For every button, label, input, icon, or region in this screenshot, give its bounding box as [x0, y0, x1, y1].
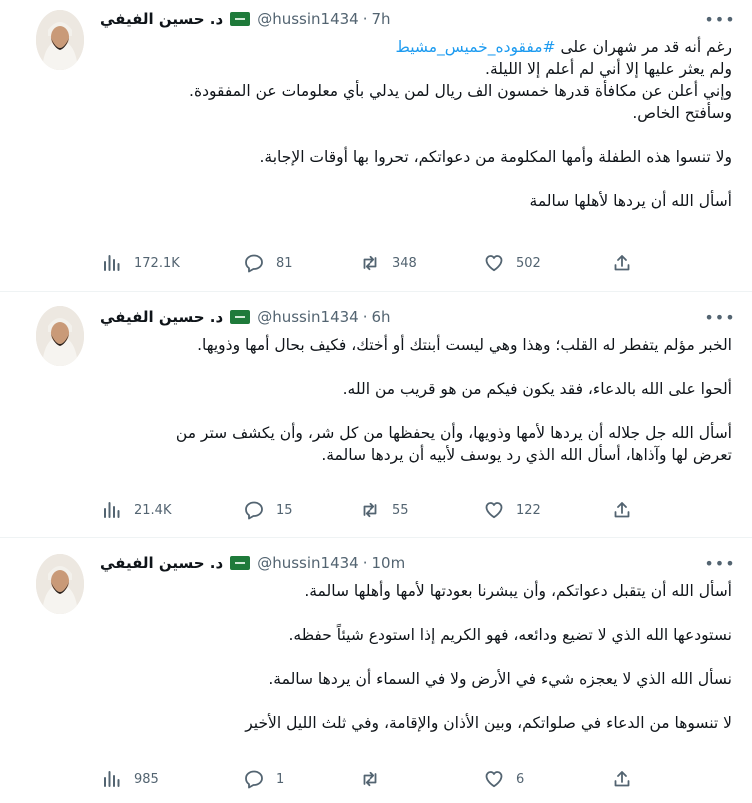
author-handle[interactable]: @hussin1434 — [257, 554, 359, 572]
views-icon — [102, 500, 122, 520]
share-icon — [612, 500, 632, 520]
tweet-header — [100, 306, 391, 328]
views-icon — [102, 769, 122, 789]
tweet-line: ولا تنسوا هذه الطفلة وأمها المكلومة من دعواتكم، تحروا بها أوقات الإجابة. — [259, 148, 732, 166]
like-count: 122 — [516, 502, 541, 518]
more-icon[interactable]: ••• — [704, 553, 736, 573]
author-name[interactable]: د. حسين الفيفي — [100, 10, 224, 28]
retweet-button[interactable] — [360, 767, 392, 791]
retweet-count: 348 — [392, 255, 417, 271]
retweet-icon — [360, 253, 380, 273]
tweet-line: ألحوا على الله بالدعاء، فقد يكون فيكم من هو قريب من الله. — [342, 380, 732, 398]
line-gap — [100, 690, 732, 712]
like-button[interactable] — [484, 767, 524, 791]
tweet-actions — [100, 767, 640, 791]
share-button[interactable] — [612, 251, 632, 275]
tweet-text — [100, 580, 732, 734]
tweet-line: لا تنسوها من الدعاء في صلواتكم، وبين الأذان والإقامة، وفي ثلث الليل الأخير — [245, 714, 732, 732]
avatar[interactable] — [36, 306, 84, 366]
like-count: 502 — [516, 255, 541, 271]
views-count: 985 — [134, 771, 159, 787]
like-icon — [484, 500, 504, 520]
avatar-image — [36, 10, 84, 70]
tweet-line: أسأل الله أن يتقبل دعواتكم، وأن يبشرنا بعودتها لأمها وأهلها سالمة. — [304, 582, 732, 600]
tweet[interactable] — [0, 538, 752, 803]
separator-dot: · — [362, 554, 368, 572]
views-button[interactable] — [102, 251, 180, 275]
saudi-flag-icon — [230, 556, 250, 570]
retweet-button[interactable] — [360, 251, 417, 275]
tweet-line: الخبر مؤلم يتفطر له القلب؛ وهذا وهي ليست أبنتك أو أختك، فكيف بحال أمها وذويها. — [197, 336, 732, 354]
like-count: 6 — [516, 771, 525, 787]
views-count: 172.1K — [134, 255, 180, 271]
author-handle[interactable]: @hussin1434 — [257, 308, 359, 326]
tweet-text — [100, 36, 732, 212]
reply-button[interactable] — [244, 251, 293, 275]
avatar-image — [36, 306, 84, 366]
line-gap — [100, 602, 732, 624]
retweet-button[interactable] — [360, 498, 409, 522]
share-button[interactable] — [612, 767, 632, 791]
share-icon — [612, 253, 632, 273]
saudi-flag-icon — [230, 310, 250, 324]
line-gap — [100, 124, 732, 146]
views-button[interactable] — [102, 498, 171, 522]
reply-icon — [244, 769, 264, 789]
tweet[interactable] — [0, 292, 752, 538]
retweet-icon — [360, 769, 380, 789]
separator-dot: · — [362, 10, 368, 28]
views-button[interactable] — [102, 767, 159, 791]
like-button[interactable] — [484, 251, 541, 275]
reply-button[interactable] — [244, 498, 293, 522]
tweet-time[interactable]: 7h — [371, 10, 391, 28]
reply-count: 1 — [276, 771, 285, 787]
author-name[interactable]: د. حسين الفيفي — [100, 308, 224, 326]
reply-count: 81 — [276, 255, 293, 271]
more-icon[interactable]: ••• — [704, 9, 736, 29]
avatar[interactable] — [36, 554, 84, 614]
separator-dot: · — [362, 308, 368, 326]
tweet-line: تعرض لها وآذاها، أسأل الله الذي رد يوسف لأبيه أن يردها سالمة. — [321, 446, 732, 464]
reply-button[interactable] — [244, 767, 284, 791]
line-gap — [100, 168, 732, 190]
tweet-text — [100, 334, 732, 466]
tweet-header — [100, 8, 391, 30]
tweet-line: أسأل الله أن يردها لأهلها سالمة — [529, 192, 732, 210]
tweet-time[interactable]: 6h — [371, 308, 391, 326]
reply-icon — [244, 253, 264, 273]
tweet-line: أسأل الله جل جلاله أن يردها لأمها وذويها، وأن يحفظها من كل شر، وأن يكشف ستر من — [175, 424, 732, 442]
more-icon[interactable]: ••• — [704, 307, 736, 327]
hashtag-link[interactable]: #مفقوده_خميس_مشيط — [395, 38, 556, 56]
like-button[interactable] — [484, 498, 541, 522]
retweet-count: 55 — [392, 502, 409, 518]
tweet-actions — [100, 251, 640, 275]
tweet-line: نستودعها الله الذي لا تضيع ودائعه، فهو الكريم إذا استودع شيئاً حفظه. — [288, 626, 732, 644]
tweet-line-text: رغم أنه قد مر شهران على — [555, 38, 732, 56]
author-name[interactable]: د. حسين الفيفي — [100, 554, 224, 572]
reply-count: 15 — [276, 502, 293, 518]
avatar[interactable] — [36, 10, 84, 70]
avatar-image — [36, 554, 84, 614]
tweet-actions — [100, 498, 640, 522]
line-gap — [100, 646, 732, 668]
line-gap — [100, 356, 732, 378]
line-gap — [100, 400, 732, 422]
tweet-header — [100, 552, 405, 574]
reply-icon — [244, 500, 264, 520]
tweet-line: نسأل الله الذي لا يعجزه شيء في الأرض ولا في السماء أن يردها سالمة. — [268, 670, 732, 688]
tweet-line: وسأفتح الخاص. — [632, 104, 732, 122]
views-count: 21.4K — [134, 502, 172, 518]
share-icon — [612, 769, 632, 789]
saudi-flag-icon — [230, 12, 250, 26]
share-button[interactable] — [612, 498, 632, 522]
tweet-time[interactable]: 10m — [371, 554, 406, 572]
like-icon — [484, 253, 504, 273]
views-icon — [102, 253, 122, 273]
like-icon — [484, 769, 504, 789]
tweet-line: وإني أعلن عن مكافأة قدرها خمسون الف ريال لمن يدلي بأي معلومات عن المفقودة. — [189, 82, 732, 100]
tweet-line — [100, 36, 732, 58]
tweet-line: ولم يعثر عليها إلا أني لم أعلم إلا الليلة. — [485, 60, 732, 78]
retweet-icon — [360, 500, 380, 520]
tweet[interactable] — [0, 0, 752, 292]
author-handle[interactable]: @hussin1434 — [257, 10, 359, 28]
